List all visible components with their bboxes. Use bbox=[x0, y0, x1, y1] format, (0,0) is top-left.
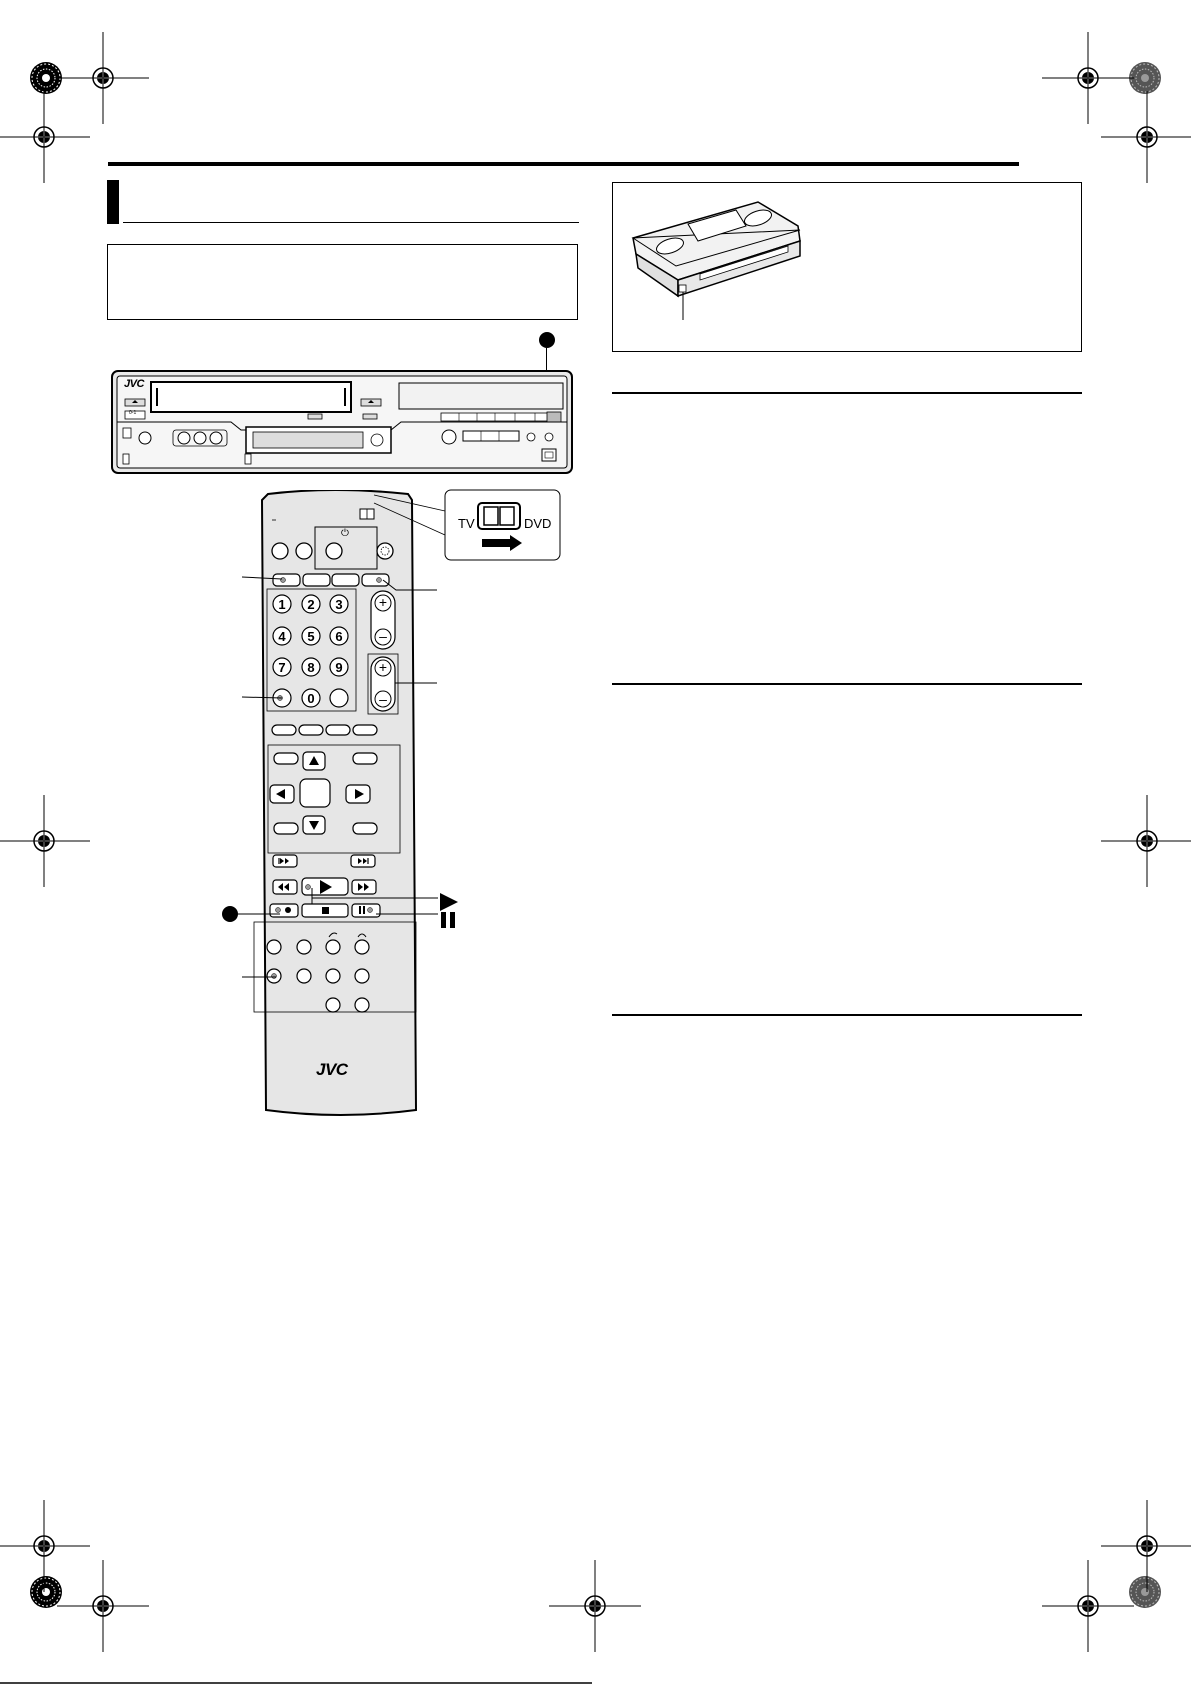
section-rule-1 bbox=[612, 392, 1082, 394]
channel-plus-label[interactable]: + bbox=[378, 594, 388, 610]
volume-minus-label[interactable]: – bbox=[379, 691, 387, 707]
switch-tv-label: TV bbox=[458, 516, 475, 531]
channel-minus-label[interactable]: – bbox=[379, 628, 387, 644]
vhs-cassette-illustration bbox=[628, 196, 818, 322]
numpad-key-5[interactable]: 5 bbox=[307, 629, 315, 644]
numpad-key-4[interactable]: 4 bbox=[278, 629, 286, 644]
numpad-key-3[interactable]: 3 bbox=[335, 597, 343, 612]
numpad-key-0[interactable]: 0 bbox=[307, 691, 315, 706]
pause-icon bbox=[441, 912, 459, 928]
standby-icon: ⏻ bbox=[341, 528, 349, 539]
numpad-key-9[interactable]: 9 bbox=[335, 660, 343, 675]
numpad-key-1[interactable]: 1 bbox=[278, 597, 286, 612]
numpad-key-8[interactable]: 8 bbox=[307, 660, 315, 675]
play-icon bbox=[440, 893, 458, 911]
section-rule-3 bbox=[612, 1014, 1082, 1016]
front-panel-small-label: 0-1 bbox=[129, 410, 137, 416]
section-rule-2 bbox=[612, 683, 1082, 685]
volume-plus-label[interactable]: + bbox=[378, 659, 388, 675]
record-icon bbox=[222, 906, 238, 922]
numpad-key-7[interactable]: 7 bbox=[278, 660, 286, 675]
front-panel-brand: JVC bbox=[124, 378, 144, 390]
switch-dvd-label: DVD bbox=[524, 516, 552, 531]
remote-brand: JVC bbox=[316, 1060, 348, 1079]
numpad-key-6[interactable]: 6 bbox=[335, 629, 343, 644]
numpad-key-2[interactable]: 2 bbox=[307, 597, 315, 612]
